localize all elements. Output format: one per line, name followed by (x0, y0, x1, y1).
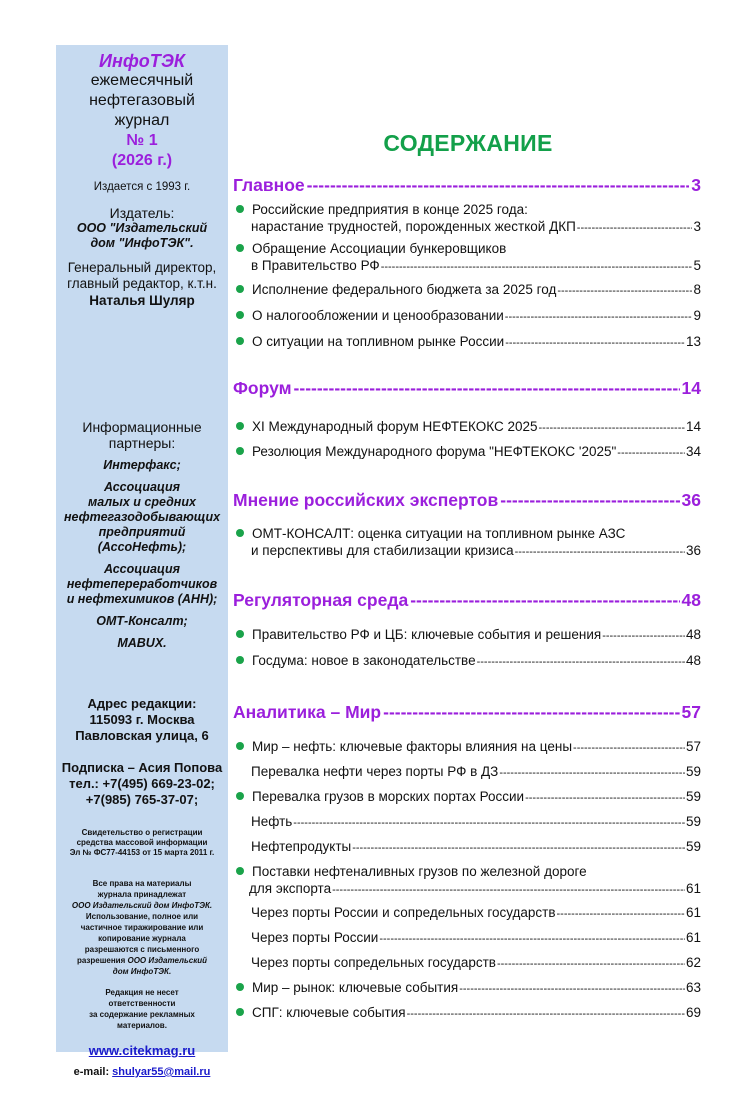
toc-entry[interactable] (233, 652, 701, 671)
entry-page: 5 (693, 258, 701, 273)
rights-line: ООО Издательский (127, 956, 208, 965)
subscription-line: тел.: +7(495) 669-23-02; (69, 776, 215, 791)
partner-ann (56, 562, 228, 607)
leader-dots (557, 906, 685, 923)
section-title: Форум (233, 378, 292, 398)
entry-page: 34 (685, 444, 701, 459)
leader-dots (577, 220, 693, 237)
leader-dots (500, 490, 679, 511)
entry-title: XI Международный форум НЕФТЕКОКС 2025 (252, 419, 538, 434)
bullet-dot-icon (236, 983, 244, 991)
leader-dots (293, 815, 685, 832)
certificate-line: Эл № ФС77-44153 от 15 марта 2011 г. (69, 848, 215, 857)
journal-brand: ИнфоТЭК (99, 51, 185, 71)
entry-title: Через порты сопредельных государств (251, 955, 496, 970)
partners-label-line: партнеры: (108, 435, 176, 451)
toc-entry[interactable] (233, 525, 701, 561)
partner-line: нефтегазодобывающих (63, 510, 221, 524)
toc-entry[interactable] (233, 788, 701, 807)
entry-page: 59 (685, 764, 701, 779)
leader-dots (539, 420, 685, 437)
partner-line: предприятий (98, 525, 186, 539)
entry-title: ОМТ-КОНСАЛТ: оценка ситуации на топливном рынке АЗС (252, 526, 626, 541)
toc-entry[interactable] (233, 1004, 701, 1023)
disclaimer-line: ответственности (108, 999, 176, 1008)
toc-entry[interactable] (233, 333, 701, 352)
entry-title: СПГ: ключевые события (252, 1005, 406, 1020)
entry-title: Российские предприятия в конце 2025 года: (252, 202, 528, 217)
bullet-dot-icon (236, 792, 244, 800)
bullet-dot-icon (236, 337, 244, 345)
leader-dots (515, 544, 685, 561)
tagline-line: журнал (114, 112, 170, 129)
entry-title: Перевалка грузов в морских портах России (252, 789, 525, 804)
entry-title: Мир – рынок: ключевые события (252, 980, 459, 995)
tagline-line: ежемесячный (90, 72, 194, 89)
leader-dots (407, 1006, 685, 1023)
certificate-line: Свидетельство о регистрации (81, 828, 203, 837)
leader-dots (505, 335, 685, 352)
rights-line: разрешаются с письменного (84, 945, 200, 954)
partner-line: Ассоциация (104, 562, 180, 576)
disclaimer-line: Редакция не несет (105, 988, 179, 997)
entry-title: в Правительство РФ (251, 258, 380, 273)
leader-dots (497, 956, 685, 973)
entry-page: 59 (685, 814, 701, 829)
toc-entry[interactable] (233, 904, 701, 923)
toc-entry[interactable] (233, 443, 701, 462)
sidebar-masthead (56, 45, 228, 1078)
entry-title: Поставки нефтеналивных грузов по железной дороге (252, 864, 587, 879)
section-title: Аналитика – Мир (233, 702, 382, 722)
partner-line: малых и средних (88, 495, 196, 509)
toc-entry[interactable] (233, 979, 701, 998)
entry-page: 3 (693, 219, 701, 234)
toc-section-heading[interactable] (233, 378, 701, 399)
entry-page: 57 (685, 739, 701, 754)
rights-line: журнала принадлежат (97, 890, 187, 899)
director-title (56, 260, 228, 292)
entry-page: 69 (685, 1005, 701, 1020)
publisher-label: Издатель: (109, 205, 175, 221)
partner-mabux (56, 636, 228, 651)
rights-line: дом ИнфоТЭК. (112, 967, 172, 976)
section-page: 36 (681, 490, 701, 510)
leader-dots (294, 378, 680, 399)
section-page: 3 (691, 175, 701, 195)
partners-label (56, 419, 228, 451)
section-page: 48 (681, 590, 701, 610)
toc-entry[interactable] (233, 838, 701, 857)
issue-number: № 1 (126, 132, 158, 149)
toc-section-heading[interactable] (233, 702, 701, 723)
leader-dots (557, 283, 692, 300)
leader-dots (379, 931, 685, 948)
bullet-dot-icon (236, 1008, 244, 1016)
subscription-line: +7(985) 765-37-07; (85, 792, 199, 807)
bullet-dot-icon (236, 742, 244, 750)
bullet-dot-icon (236, 656, 244, 664)
partner-line: Интерфакс; (103, 458, 181, 472)
bullet-dot-icon (236, 630, 244, 638)
toc-entry[interactable] (233, 240, 701, 276)
entry-title: и перспективы для стабилизации кризиса (251, 543, 514, 558)
leader-dots (525, 790, 685, 807)
address-line: 115093 г. Москва (89, 712, 195, 727)
rights-line: частичное тиражирование или (80, 923, 204, 932)
leader-dots (477, 654, 685, 671)
website-link[interactable]: www.citekmag.ru (88, 1043, 196, 1058)
tagline-line: нефтегазовый (89, 92, 195, 109)
entry-page: 36 (685, 543, 701, 558)
publisher-name: ООО "Издательский (76, 221, 208, 235)
entry-title: Мир – нефть: ключевые факторы влияния на цены (252, 739, 573, 754)
toc-section-heading[interactable] (233, 175, 701, 196)
section-page: 57 (681, 702, 701, 722)
section-title: Регуляторная среда (233, 590, 409, 610)
partner-line: нефтепереработчиков (66, 577, 218, 591)
rights-line: ООО Издательский дом ИнфоТЭК. (71, 901, 213, 910)
leader-dots (573, 740, 685, 757)
website (56, 1043, 228, 1058)
rights-line: Все права на материалы (92, 879, 192, 888)
entry-title: Перевалка нефти через порты РФ в ДЗ (251, 764, 499, 779)
entry-page: 13 (685, 334, 701, 349)
copyright-notice (56, 878, 228, 977)
entry-page: 59 (685, 789, 701, 804)
section-title: Мнение российских экспертов (233, 490, 499, 510)
leader-dots (383, 702, 679, 723)
partner-line: MABUX. (117, 636, 167, 650)
editorial-address (56, 696, 228, 744)
section-page: 14 (681, 378, 701, 398)
toc-entry[interactable] (233, 863, 701, 899)
toc-entry[interactable] (233, 954, 701, 973)
entry-title: для экспорта (249, 881, 332, 896)
email-link[interactable]: shulyar55@mail.ru (112, 1066, 211, 1078)
entry-title: Правительство РФ и ЦБ: ключевые события и решения (252, 627, 602, 642)
published-since: Издается с 1993 г. (93, 181, 191, 193)
partners-block (56, 419, 228, 651)
entry-page: 59 (685, 839, 701, 854)
entry-page: 62 (685, 955, 701, 970)
toc-section-heading[interactable] (233, 590, 701, 611)
toc-section-heading[interactable] (233, 490, 701, 511)
advertising-disclaimer (56, 987, 228, 1031)
leader-dots (410, 590, 679, 611)
subscription-contact (56, 760, 228, 808)
partner-line: Ассоциация (104, 480, 180, 494)
director-title-line: Генеральный директор, (67, 260, 217, 275)
publisher-name: дом "ИнфоТЭК". (90, 236, 194, 250)
email-label: e-mail: (73, 1066, 113, 1078)
rights-line: Использование, полное или (85, 912, 199, 921)
entry-title: Через порты России и сопредельных государств (251, 905, 556, 920)
entry-title: О ситуации на топливном рынке России (252, 334, 505, 349)
entry-page: 8 (693, 282, 701, 297)
rights-line: разрешения (76, 956, 128, 965)
rights-line: копирование журнала (98, 934, 186, 943)
subscription-line: Подписка – Асия Попова (61, 760, 223, 775)
entry-title: Госдума: новое в законодательстве (252, 653, 476, 668)
partner-line: и нефтехимиков (АНН); (66, 592, 218, 606)
partner-assoneft (56, 480, 228, 555)
toc-entry[interactable] (233, 763, 701, 782)
entry-title: Обращение Ассоциации бункеровщиков (252, 241, 507, 256)
director-title-line: главный редактор, к.т.н. (67, 276, 217, 291)
director-name: Наталья Шуляр (89, 293, 195, 308)
entry-title: нарастание трудностей, порожденных жесткой ДКП (251, 219, 576, 234)
toc-entry[interactable] (233, 281, 701, 300)
leader-dots (459, 981, 685, 998)
leader-dots (332, 882, 685, 899)
leader-dots (307, 175, 690, 196)
entry-page: 48 (685, 653, 701, 668)
disclaimer-line: за содержание рекламных (89, 1010, 195, 1019)
issue-year: (2026 г.) (111, 152, 173, 169)
partners-label-line: Информационные (82, 419, 202, 435)
leader-dots (352, 840, 685, 857)
disclaimer-line: материалов. (117, 1021, 167, 1030)
entry-page: 14 (685, 419, 701, 434)
entry-title: О налогообложении и ценообразовании (252, 308, 504, 323)
bullet-dot-icon (236, 205, 244, 213)
toc-entry[interactable] (233, 626, 701, 645)
email (56, 1066, 228, 1078)
entry-title: Резолюция Международного форума "НЕФТЕКОКС '2025" (252, 444, 617, 459)
address-line: Павловская улица, 6 (75, 728, 209, 743)
toc-entry[interactable] (233, 738, 701, 757)
entry-page: 63 (685, 980, 701, 995)
entry-title: Нефть (251, 814, 293, 829)
bullet-dot-icon (236, 311, 244, 319)
partner-interfax (56, 458, 228, 473)
entry-title: Исполнение федерального бюджета за 2025 год (252, 282, 557, 297)
certificate-line: средства массовой информации (76, 838, 208, 847)
registration-certificate (56, 828, 228, 858)
partner-omt-consult (56, 614, 228, 629)
toc-entry[interactable] (233, 813, 701, 832)
bullet-dot-icon (236, 529, 244, 537)
bullet-dot-icon (236, 244, 244, 252)
toc-entry[interactable] (233, 418, 701, 437)
leader-dots (381, 259, 693, 276)
toc-entry[interactable] (233, 929, 701, 948)
entry-page: 9 (693, 308, 701, 323)
entry-page: 48 (685, 627, 701, 642)
toc-entry[interactable] (233, 307, 701, 326)
bullet-dot-icon (236, 422, 244, 430)
leader-dots (499, 765, 685, 782)
entry-title: Нефтепродукты (251, 839, 352, 854)
leader-dots (602, 628, 685, 645)
entry-title: Через порты России (251, 930, 379, 945)
entry-page: 61 (685, 930, 701, 945)
section-title: Главное (233, 175, 305, 195)
entry-page: 61 (685, 905, 701, 920)
partner-line: ОМТ-Консалт; (96, 614, 188, 628)
partner-line: (АссоНефть); (97, 540, 187, 554)
toc-title: СОДЕРЖАНИЕ (383, 130, 553, 156)
bullet-dot-icon (236, 285, 244, 293)
bullet-dot-icon (236, 447, 244, 455)
leader-dots (617, 445, 685, 462)
toc-entry[interactable] (233, 201, 701, 237)
address-line: Адрес редакции: (87, 696, 197, 711)
entry-page: 61 (685, 881, 701, 896)
leader-dots (505, 309, 693, 326)
bullet-dot-icon (236, 867, 244, 875)
